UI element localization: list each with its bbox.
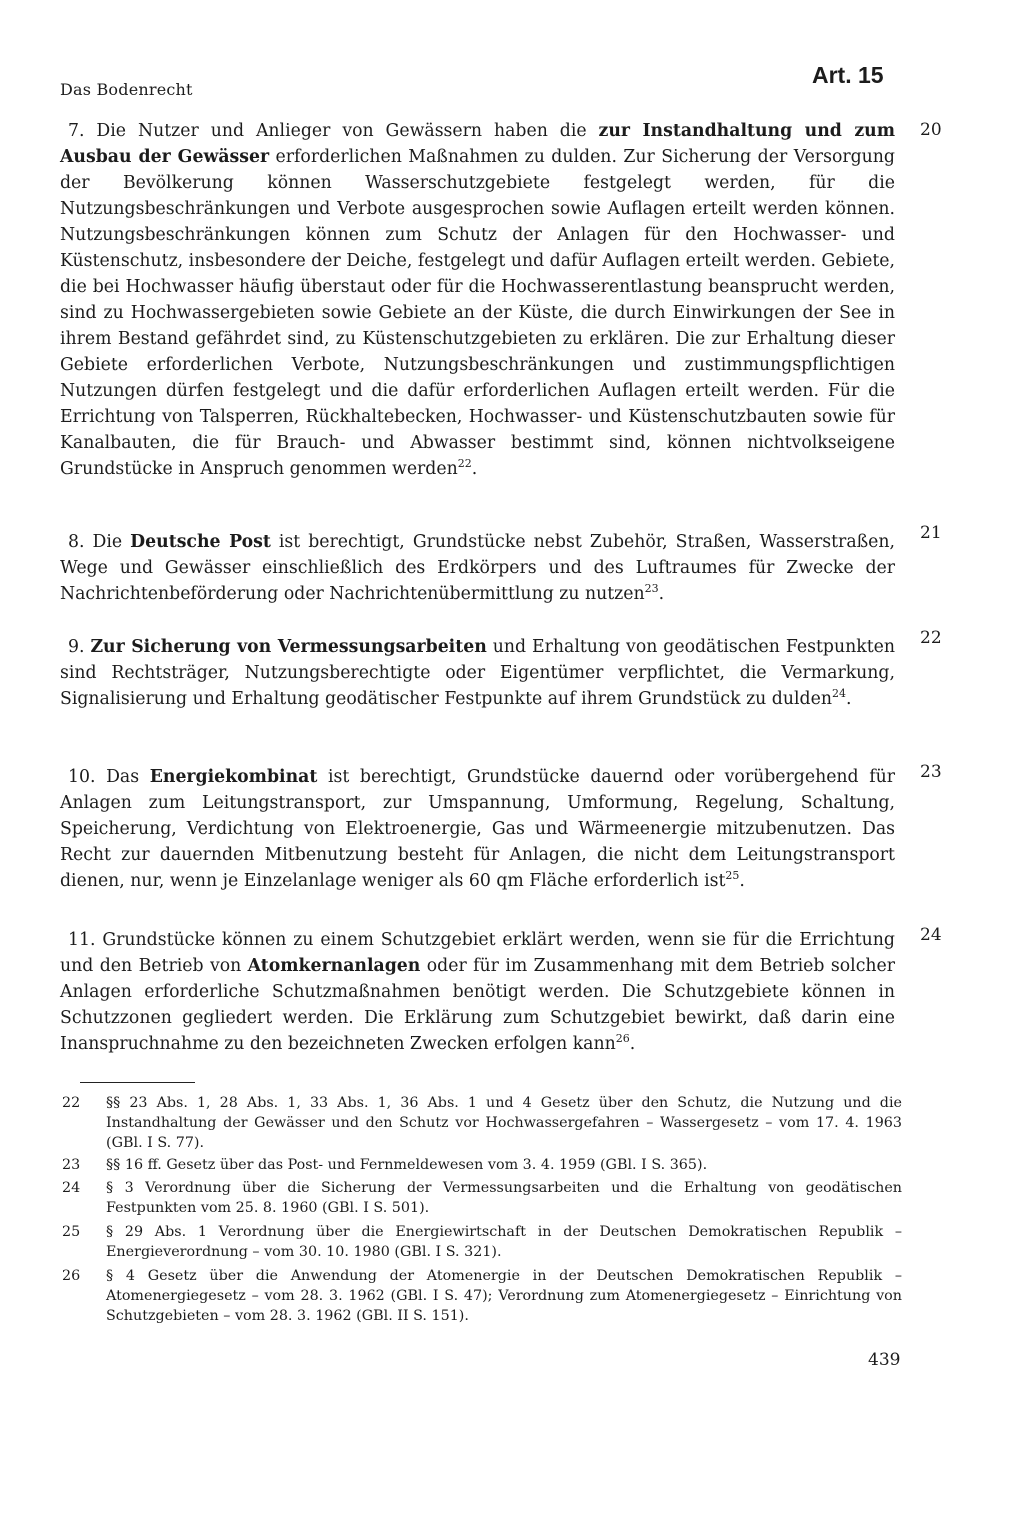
footnote-ref: 26	[615, 1032, 630, 1046]
paragraph-9	[60, 634, 895, 712]
footnote-text: § 4 Gesetz über die Anwendung der Atomenergie in der Deutschen Demokratischen Republik – Atomenergiegesetz – vom 28. 3. 1962 (GBl. I S. 47); Verordnung zum Atomenergiegesetz – Einrichtung von Schutzgebieten – vom 28. 3. 1962 (GBl. II S. 151).	[106, 1268, 902, 1324]
margin-number: 23	[920, 762, 942, 782]
footnote	[62, 1093, 902, 1153]
paragraph-10	[60, 764, 895, 894]
footnote-text: §§ 23 Abs. 1, 28 Abs. 1, 33 Abs. 1, 36 Abs. 1 und 4 Gesetz über den Schutz, die Nutzung und die Instandhaltung der Gewässer und den Schutz vor Hochwassergefahren – Wassergesetz – vom 17. 4. 1963 (GBl. I S. 77).	[106, 1095, 902, 1151]
paragraph-text: 8. Die	[68, 532, 131, 552]
paragraph-text: ist berechtigt, Grundstücke dauernd oder vorübergehend für Anlagen zum Leitungstransport, zur Umspannung, Umformung, Regelung, Schaltung, Speicherung, Verdichtung von Elektroenergie, Gas und Wärmeenergie mitzubenutzen. Das Recht zur dauernden Mitbenutzung besteht für Anlagen, die nicht dem Leitungstransport dienen, nur, wenn je Einzelanlage weniger als 60 qm Fläche erforderlich ist	[60, 767, 896, 891]
paragraph-7	[60, 118, 895, 482]
margin-number: 20	[920, 120, 942, 140]
paragraph-text: 9.	[68, 637, 91, 657]
footnote-separator	[80, 1082, 195, 1083]
paragraph-text: 11. Grundstücke können zu einem Schutzgebiet erklärt werden, wenn sie für die Errichtung und den Betrieb von	[60, 930, 895, 976]
footnote-number: 25	[62, 1224, 81, 1240]
footnote-ref: 22	[457, 457, 472, 471]
paragraph-text: und Erhaltung von geodätischen Festpunkten sind Rechtsträger, Nutzungsberechtigte oder Eigentümer verpflichtet, die Vermarkung, Signalisierung und Erhaltung geodätischer Festpunkte auf ihrem Grundstück zu dulden	[60, 637, 895, 709]
paragraph-8	[60, 529, 895, 607]
margin-number: 21	[920, 523, 942, 543]
margin-number: 22	[920, 628, 942, 648]
paragraph-end: .	[471, 459, 478, 479]
paragraph-end: .	[629, 1034, 636, 1054]
paragraph-text: oder für im Zusammenhang mit dem Betrieb solcher Anlagen erforderliche Schutzmaßnahmen benötigt werden. Die Schutzgebiete können in Schutzzonen gegliedert werden. Die Erklärung zum Schutzgebiet bewirkt, daß darin eine Inanspruchnahme zu den bezeichneten Zwecken erfolgen kann	[60, 956, 895, 1054]
footnote	[62, 1155, 902, 1175]
footnote-number: 26	[62, 1268, 81, 1284]
paragraph-end: .	[658, 584, 665, 604]
paragraph-text: erforderlichen Maßnahmen zu dulden. Zur Sicherung der Versorgung der Bevölkerung können Wasserschutzgebiete festgelegt werden, für die Nutzungsbeschränkungen und Verbote ausgesprochen sowie Auflagen erteilt werden können. Nutzungsbeschränkungen können zum Schutz der Anlagen für den Hochwasser- und Küstenschutz, insbesondere der Deiche, festgelegt und dafür Auflagen erteilt werden. Gebiete, die bei Hochwasser häufig überstaut oder für die Hochwasserentlastung beansprucht werden, sind zu Hochwassergebieten sowie Gebiete an der Küste, die durch Einwirkungen der See in ihrem Bestand gefährdet sind, zu Küstenschutzgebieten zu erklären. Die zur Erhaltung dieser Gebiete erforderlichen Verbote, Nutzungsbeschränkungen und zustimmungspflichtigen Nutzungen dürfen festgelegt und die dafür erforderlichen Auflagen erteilt werden. Für die Errichtung von Talsperren, Rückhaltebecken, Hochwasser- und Küstenschutzbauten sowie für Kanalbauten, die für Brauch- und Abwasser bestimmt sind, können nichtvolkseigene Grundstücke in Anspruch genommen werden	[60, 147, 895, 479]
running-head: Das Bodenrecht	[60, 80, 193, 99]
paragraph-end: .	[845, 689, 852, 709]
paragraph-11	[60, 927, 895, 1057]
footnote-text: §§ 16 ff. Gesetz über das Post- und Fernmeldewesen vom 3. 4. 1959 (GBl. I S. 365).	[106, 1157, 708, 1173]
margin-number: 24	[920, 925, 942, 945]
bold-term: Zur Sicherung von Vermessungsarbeiten	[90, 637, 487, 657]
bold-term: Energiekombinat	[149, 767, 318, 787]
footnote	[62, 1222, 902, 1262]
footnote-number: 22	[62, 1095, 81, 1111]
footnote-number: 24	[62, 1180, 81, 1196]
page-number: 439	[868, 1350, 901, 1370]
bold-term: Deutsche Post	[130, 532, 271, 552]
bold-term: Atomkernanlagen	[247, 956, 421, 976]
footnote-ref: 25	[725, 869, 740, 883]
paragraph-text: 10. Das	[68, 767, 150, 787]
bold-term: zur Instandhaltung und zum Ausbau der Gewässer	[60, 121, 895, 167]
footnote-number: 23	[62, 1157, 81, 1173]
paragraph-text: ist berechtigt, Grundstücke nebst Zubehör, Straßen, Wasserstraßen, Wege und Gewässer einschließlich des Erdkörpers und des Luftraumes für Zwecke der Nachrichtenbeförderung oder Nachrichtenübermittlung zu nutzen	[60, 532, 896, 604]
footnote-ref: 24	[831, 687, 846, 701]
paragraph-text: 7. Die Nutzer und Anlieger von Gewässern haben die	[68, 121, 599, 141]
article-label: Art. 15	[812, 62, 884, 88]
footnote-text: § 29 Abs. 1 Verordnung über die Energiewirtschaft in der Deutschen Demokratischen Republik – Energieverordnung – vom 30. 10. 1980 (GBl. I S. 321).	[106, 1224, 902, 1260]
paragraph-end: .	[739, 871, 745, 891]
footnote-ref: 23	[644, 582, 659, 596]
footnote	[62, 1266, 902, 1326]
footnote	[62, 1178, 902, 1218]
footnote-text: § 3 Verordnung über die Sicherung der Vermessungsarbeiten und die Erhaltung von geodätischen Festpunkten vom 25. 8. 1960 (GBl. I S. 501).	[106, 1180, 902, 1216]
